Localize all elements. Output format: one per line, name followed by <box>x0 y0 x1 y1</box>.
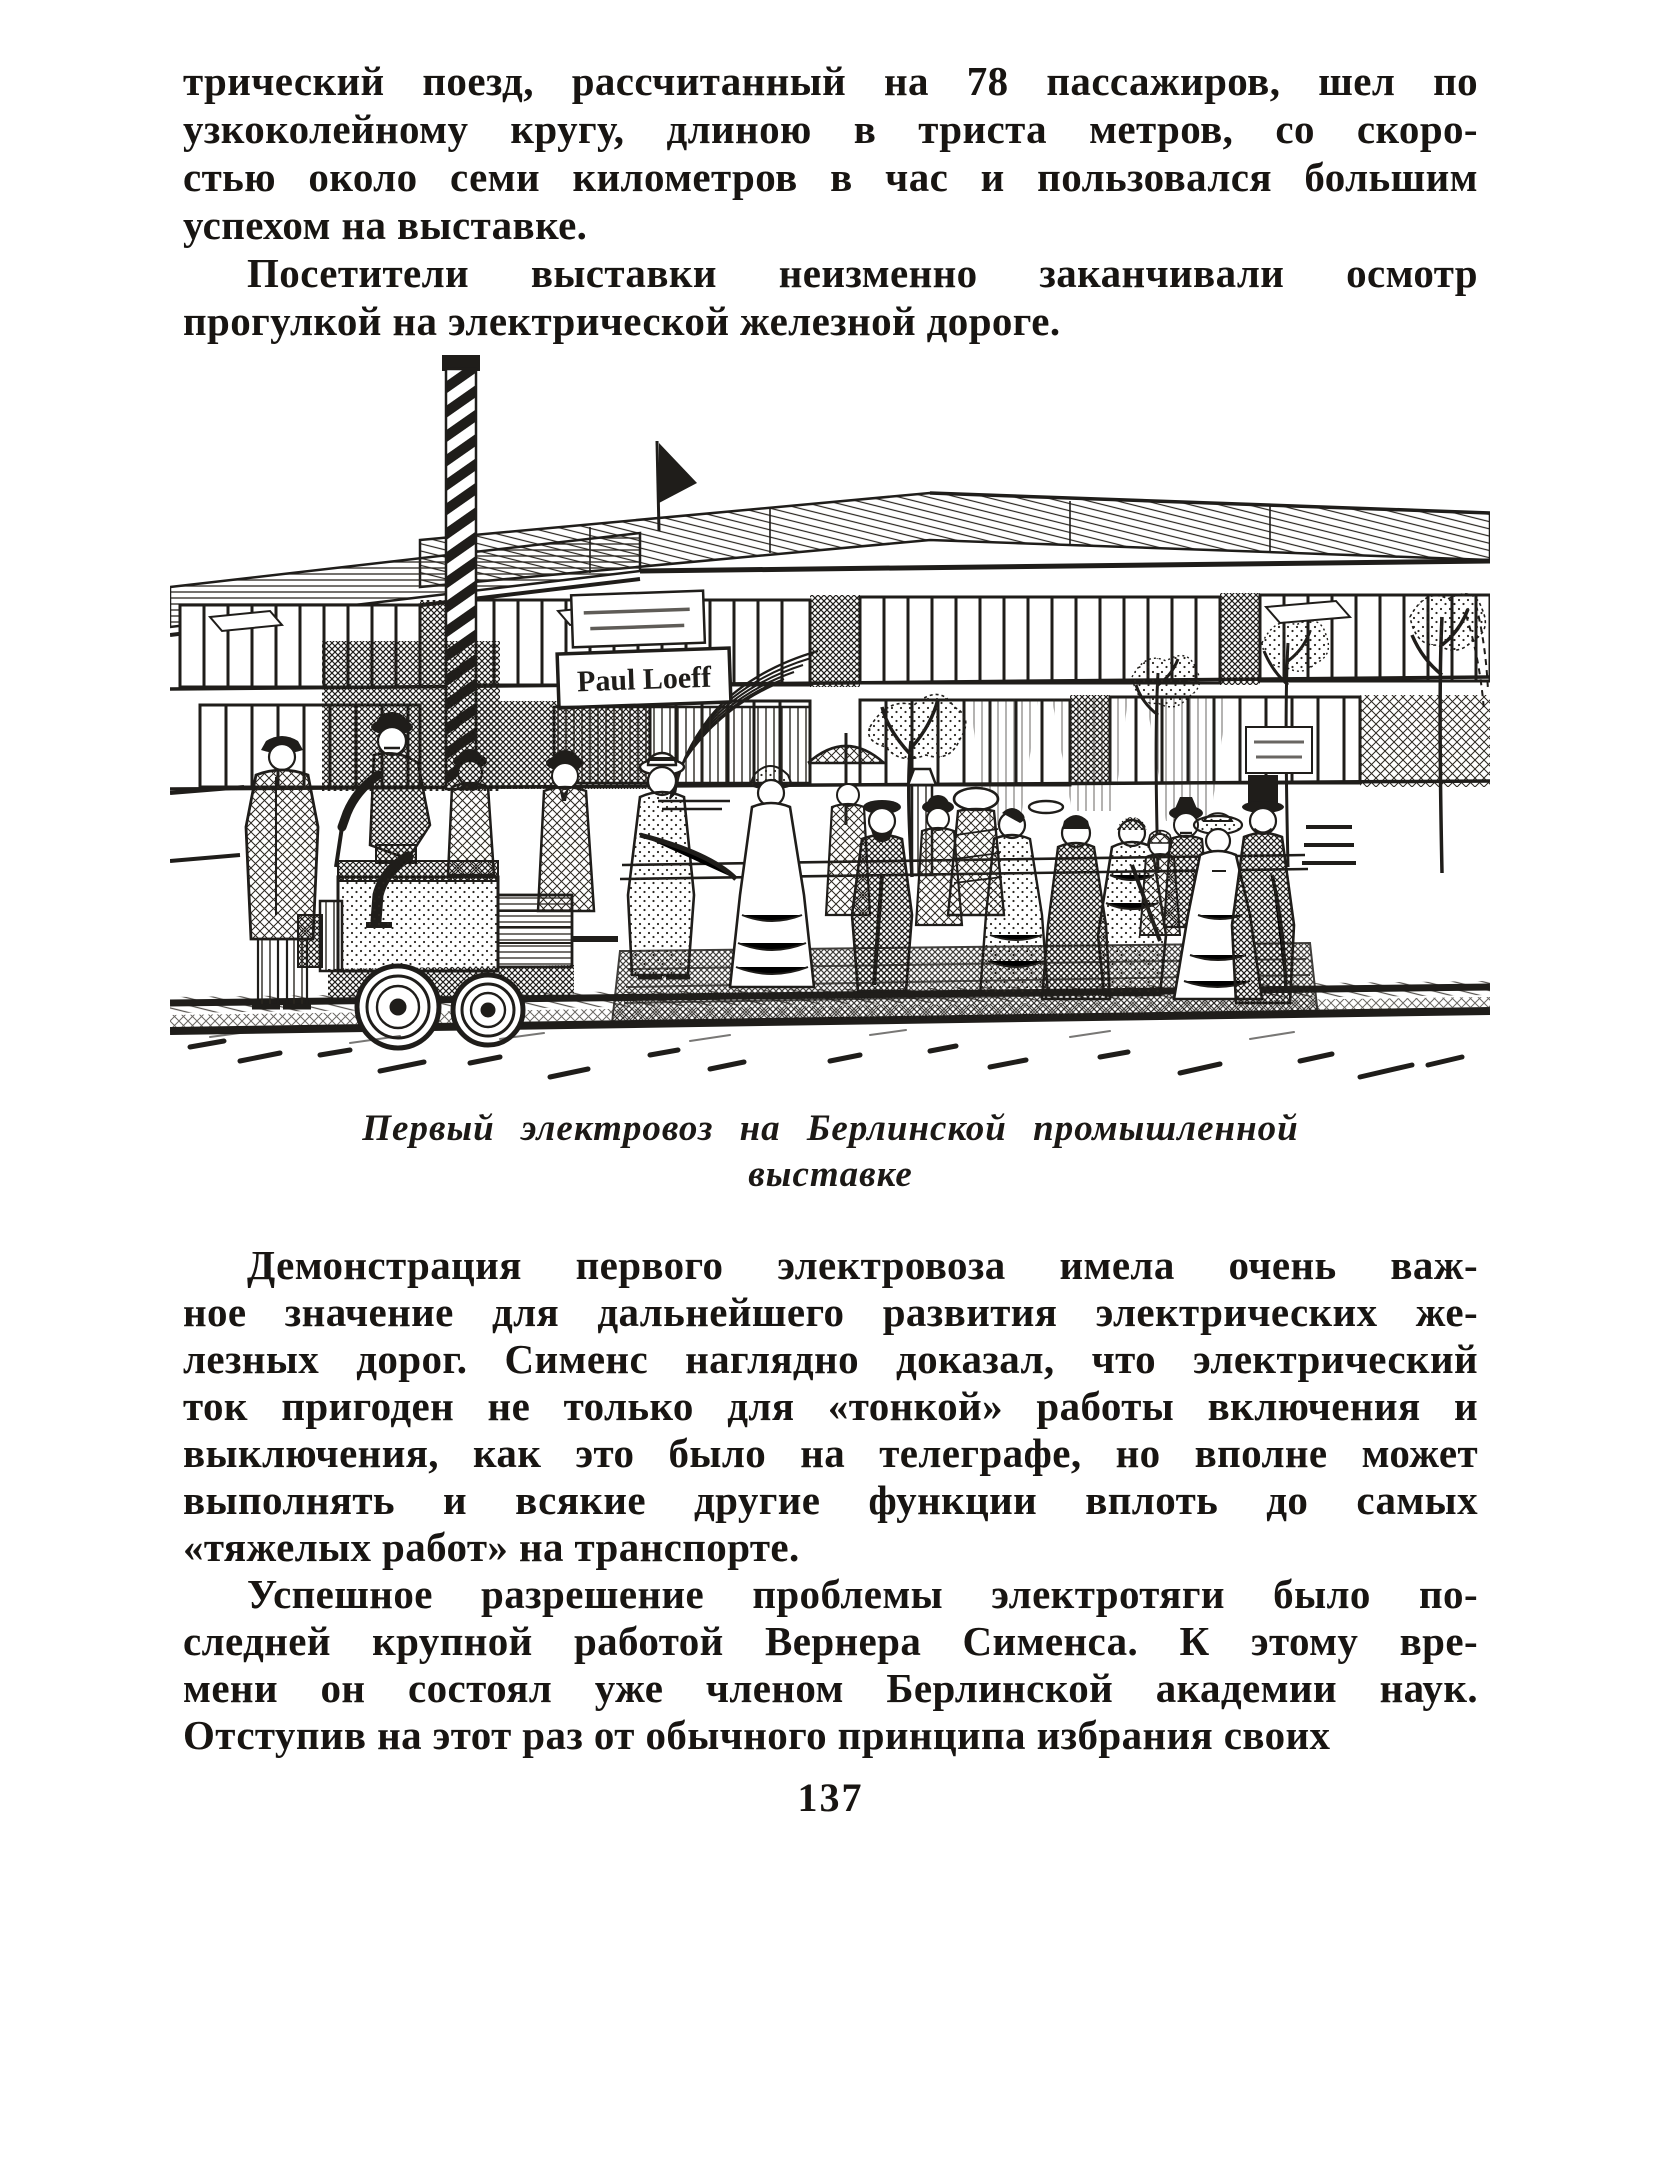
text-line: Посетители выставки неизменно заканчивали осмотр <box>247 250 1478 296</box>
figure-caption <box>183 1106 1478 1198</box>
small-sign-right <box>1246 727 1312 773</box>
text-line: Демонстрация первого электровоза имела очень важ- <box>247 1242 1478 1288</box>
page-number: 137 <box>797 1775 864 1820</box>
engraving-first-electric-locomotive <box>170 355 1490 1090</box>
text-line: прогулкой на электрической железной дороге. <box>183 298 1061 344</box>
text-line: выполнять и всякие другие функции вплоть до самых <box>183 1477 1478 1523</box>
body-text-block <box>183 1242 1478 1759</box>
paul-loeff-sign <box>557 648 731 708</box>
caption-line: Первый электровоз на Берлинской промышленной <box>362 1108 1299 1149</box>
seated-woman-light <box>730 766 814 987</box>
text-line: трический поезд, рассчитанный на 78 пассажиров, шел по <box>183 58 1478 104</box>
text-line: Успешное разрешение проблемы электротяги было по- <box>247 1571 1478 1617</box>
top-text-block <box>183 57 1478 345</box>
man-top-hat <box>1232 775 1294 1003</box>
text-line: успехом на выставке. <box>183 202 588 248</box>
text-line: узкоколейному кругу, длиною в триста метров, со скоро- <box>183 106 1478 152</box>
bench-slats <box>1302 827 1356 863</box>
text-line: ток пригоден не только для «тонкой» работы включения и <box>183 1383 1478 1429</box>
text-line: ное значение для дальнейшего развития электрических же- <box>183 1289 1478 1335</box>
left-fence <box>170 787 244 861</box>
seated-woman-dark <box>1042 815 1110 999</box>
paul-loeff-sign-text: Paul Loeff <box>576 660 712 699</box>
figure-engraving <box>170 355 1490 1090</box>
text-line: выключения, как это было на телеграфе, но вполне может <box>183 1430 1478 1476</box>
straw-hat <box>1029 801 1063 813</box>
caption-line: выставке <box>748 1154 913 1195</box>
text-line: стью около семи километров в час и пользовался большим <box>183 154 1478 200</box>
text-line: мени он состоял уже членом Берлинской академии наук. <box>183 1665 1478 1711</box>
text-line: «тяжелых работ» на транспорте. <box>183 1524 800 1570</box>
text-line: Отступив на этот раз от обычного принципа избрания своих <box>183 1712 1331 1758</box>
text-line: лезных дорог. Сименс наглядно доказал, что электрический <box>183 1336 1478 1382</box>
text-line: следней крупной работой Вернера Сименса. К этому вре- <box>183 1618 1478 1664</box>
small-sign <box>571 591 705 648</box>
